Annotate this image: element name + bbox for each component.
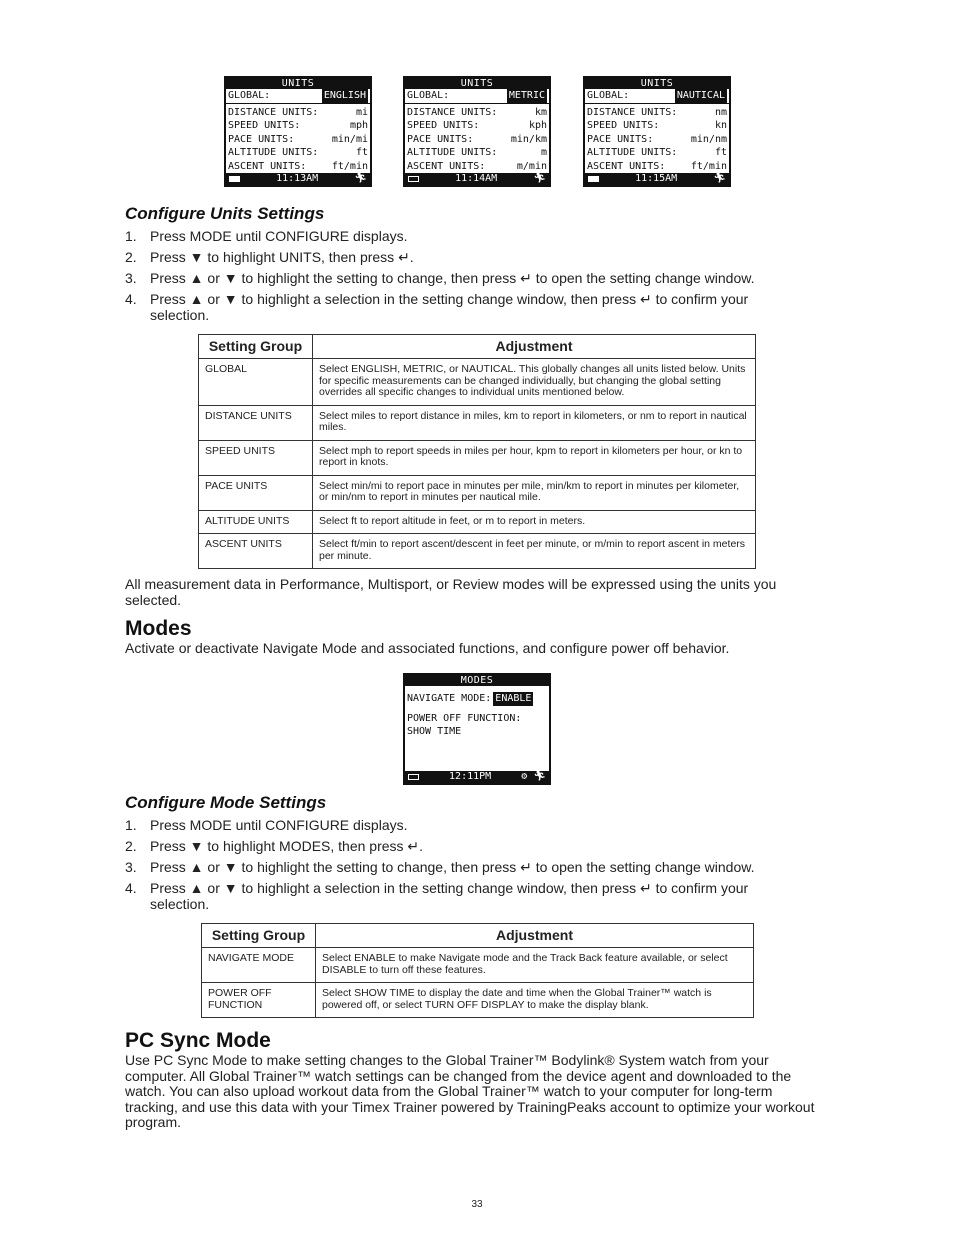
global-value: NAUTICAL: [676, 90, 725, 101]
global-label: GLOBAL:: [228, 90, 271, 101]
speed-label: SPEED UNITS:: [587, 120, 660, 131]
units-screen-metric: [403, 76, 551, 187]
power-off-value: SHOW TIME: [407, 726, 462, 737]
modes-screen: [403, 673, 551, 785]
units-steps: [125, 228, 805, 328]
altitude-value: m: [540, 147, 547, 158]
list-item: 3. Press ▲ or ▼ to highlight the setting to change, then press ↵ to open the setting change window.: [125, 859, 755, 875]
altitude-label: ALTITUDE UNITS:: [228, 147, 319, 158]
list-item: 4. Press ▲ or ▼ to highlight a selection in the setting change window, then press ↵ to confirm your selection.: [125, 291, 749, 323]
battery-icon: [229, 176, 240, 182]
clock-time: 12:11PM: [449, 771, 492, 782]
screen-title: UNITS: [405, 78, 549, 89]
ascent-value: ft/min: [331, 160, 368, 172]
table-row: ASCENT UNITS Select ft/min to report ascent/descent in feet per minute, or m/min to report ascent in meters per minute.: [199, 534, 756, 569]
configure-modes-heading: Configure Mode Settings: [125, 793, 327, 812]
ascent-value: m/min: [516, 160, 547, 172]
altitude-label: ALTITUDE UNITS:: [587, 147, 678, 158]
pace-value: min/km: [510, 133, 547, 145]
list-item: 2. Press ▼ to highlight UNITS, then press ↵.: [125, 249, 414, 265]
global-label: GLOBAL:: [587, 90, 630, 101]
altitude-value: ft: [355, 147, 368, 158]
runner-icon: 🏃︎: [354, 173, 367, 184]
pc-sync-body: Use PC Sync Mode to make setting changes to the Global Trainer™ Bodylink® System watch from your computer. All Global Trainer™ watch settings can be changed from the device agent and downloaded to the watch. You can also upload workout data from the Global Trainer™ watch to your computer for long-term tracking, and use this data with your Timex Trainer powered by TrainingPeaks account to optimize your workout program.: [125, 1052, 815, 1130]
clock-time: 11:15AM: [635, 173, 678, 184]
ascent-label: ASCENT UNITS:: [587, 160, 666, 172]
distance-label: DISTANCE UNITS:: [407, 106, 498, 118]
speed-label: SPEED UNITS:: [407, 120, 480, 131]
table-row: DISTANCE UNITS Select miles to report distance in miles, km to report in kilometers, or nm to report in nautical miles.: [199, 405, 756, 440]
battery-icon: [408, 176, 419, 182]
list-item: 2. Press ▼ to highlight MODES, then press ↵.: [125, 838, 424, 854]
units-screen-nautical: [583, 76, 731, 187]
table-header: Adjustment: [316, 924, 754, 948]
modes-settings-table: [201, 923, 754, 1018]
runner-icon: 🏃︎: [533, 771, 546, 782]
runner-icon: 🏃︎: [533, 173, 546, 184]
modes-steps: [125, 817, 805, 917]
modes-title: Modes: [125, 617, 192, 640]
pace-label: PACE UNITS:: [407, 133, 474, 145]
clock-time: 11:14AM: [455, 173, 498, 184]
distance-value: mi: [355, 106, 368, 118]
units-note: All measurement data in Performance, Multisport, or Review modes will be expressed using the units you selected.: [125, 576, 777, 608]
pace-label: PACE UNITS:: [587, 133, 654, 145]
units-settings-table: [198, 334, 756, 569]
distance-value: km: [534, 106, 547, 118]
pace-label: PACE UNITS:: [228, 133, 295, 145]
list-item: 1. Press MODE until CONFIGURE displays.: [125, 817, 408, 833]
runner-icon: 🏃︎: [713, 173, 726, 184]
list-item: 1. Press MODE until CONFIGURE displays.: [125, 228, 408, 244]
screen-title: MODES: [405, 675, 549, 686]
list-item: 3. Press ▲ or ▼ to highlight the setting to change, then press ↵ to open the setting change window.: [125, 270, 755, 286]
ascent-label: ASCENT UNITS:: [407, 160, 486, 172]
screen-title: UNITS: [226, 78, 370, 89]
global-value: METRIC: [508, 90, 545, 101]
table-row: NAVIGATE MODE Select ENABLE to make Navigate mode and the Track Back feature available, or select DISABLE to turn off these features.: [202, 948, 754, 983]
page-number: 33: [471, 1199, 483, 1210]
modes-intro: Activate or deactivate Navigate Mode and associated functions, and configure power off behavior.: [125, 640, 730, 656]
screen-title: UNITS: [585, 78, 729, 89]
list-item: 4. Press ▲ or ▼ to highlight a selection in the setting change window, then press ↵ to confirm your selection.: [125, 880, 749, 912]
distance-value: nm: [714, 106, 727, 118]
pc-sync-title: PC Sync Mode: [125, 1029, 271, 1052]
table-row: SPEED UNITS Select mph to report speeds in miles per hour, kpm to report in kilometers per hour, or kn to report in knots.: [199, 440, 756, 475]
power-off-label: POWER OFF FUNCTION:: [407, 712, 522, 724]
altitude-label: ALTITUDE UNITS:: [407, 147, 498, 158]
ascent-value: ft/min: [690, 160, 727, 172]
pace-value: min/nm: [690, 133, 727, 145]
table-header: Adjustment: [313, 335, 756, 359]
navigate-mode-value: ENABLE: [495, 693, 532, 704]
clock-time: 11:13AM: [276, 173, 319, 184]
speed-value: kn: [714, 120, 727, 131]
gear-icon: ⚙: [521, 771, 528, 782]
table-row: PACE UNITS Select min/mi to report pace in minutes per mile, min/km to report in minutes per kilometer, or min/nm to report in minutes per nautical mile.: [199, 475, 756, 510]
table-row: ALTITUDE UNITS Select ft to report altitude in feet, or m to report in meters.: [199, 510, 756, 534]
distance-label: DISTANCE UNITS:: [587, 106, 678, 118]
distance-label: DISTANCE UNITS:: [228, 106, 319, 118]
table-row: POWER OFF FUNCTION Select SHOW TIME to display the date and time when the Global Trainer™ watch is powered off, or select TURN OFF DISPLAY to make the display blank.: [202, 983, 754, 1018]
navigate-mode-label: NAVIGATE MODE:: [407, 693, 492, 704]
altitude-value: ft: [714, 147, 727, 158]
table-header: Setting Group: [199, 335, 313, 359]
global-value: ENGLISH: [323, 90, 366, 101]
battery-icon: [588, 176, 599, 182]
table-header: Setting Group: [202, 924, 316, 948]
pace-value: min/mi: [331, 133, 368, 145]
speed-label: SPEED UNITS:: [228, 120, 301, 131]
speed-value: kph: [528, 120, 547, 131]
table-row: GLOBAL Select ENGLISH, METRIC, or NAUTICAL. This globally changes all units listed below. Units for specific measurements can be changed individually, but changing the global setting overrides all specific changes to individual units mentioned below.: [199, 359, 756, 406]
battery-icon: [408, 774, 419, 780]
ascent-label: ASCENT UNITS:: [228, 160, 307, 172]
speed-value: mph: [349, 120, 368, 131]
units-screen-english: [224, 76, 372, 187]
configure-units-heading: Configure Units Settings: [125, 204, 325, 223]
global-label: GLOBAL:: [407, 90, 450, 101]
